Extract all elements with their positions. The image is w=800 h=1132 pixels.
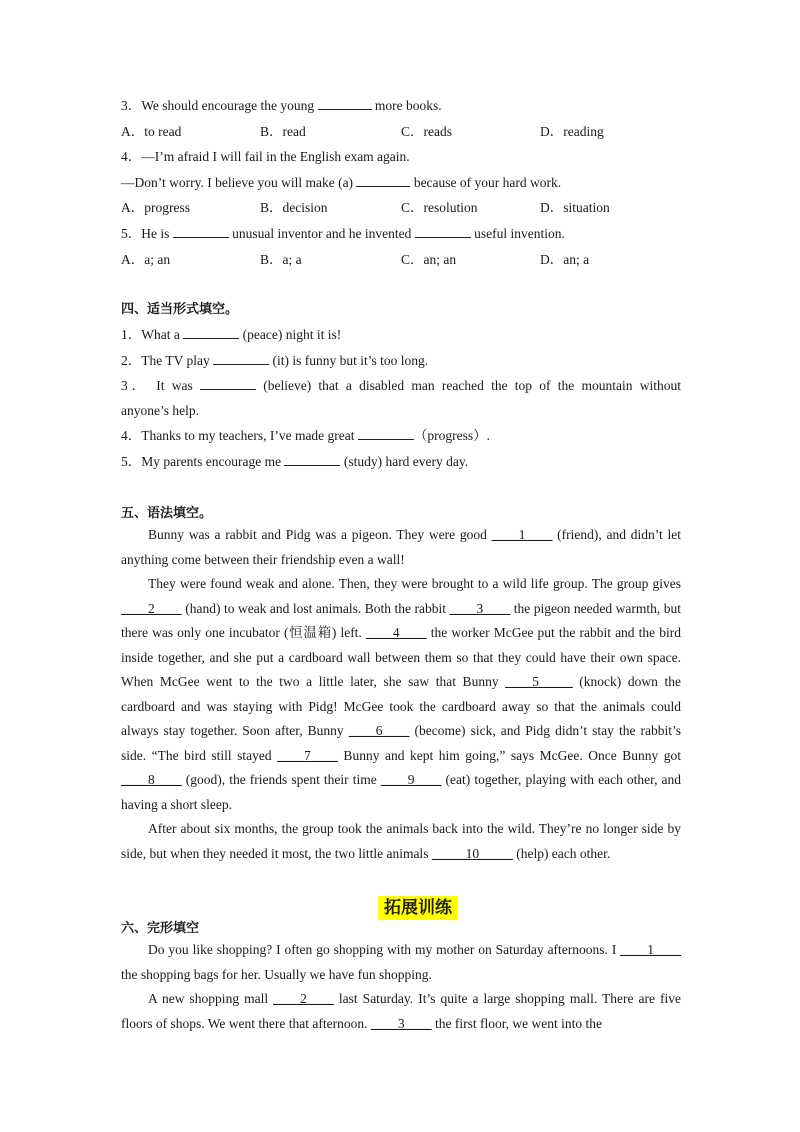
blank-1[interactable]: ____1____ xyxy=(491,527,553,542)
option-b[interactable]: B．read xyxy=(260,124,306,139)
answer-blank[interactable] xyxy=(284,453,340,466)
s4-item-3-continuation: anyone’s help. xyxy=(121,403,199,418)
answer-blank[interactable] xyxy=(356,174,410,187)
cloze-blank-1[interactable]: ____1____ xyxy=(620,942,681,957)
answer-blank[interactable] xyxy=(358,427,414,440)
question-5: 5．He is unusual inventor and he invented useful invention. xyxy=(121,226,565,241)
section-6-passage xyxy=(121,938,681,1036)
blank-4[interactable]: ____4____ xyxy=(365,625,427,640)
option-b[interactable]: B．a; a xyxy=(260,252,302,267)
passage-paragraph-3: After about six months, the group took the animals back into the wild. They’re no longer side by side, but when they needed it most, the two little animals _____10_____ (help) each other. xyxy=(121,821,681,861)
answer-blank[interactable] xyxy=(318,97,372,110)
answer-blank[interactable] xyxy=(183,326,239,339)
blank-8[interactable]: ____8____ xyxy=(121,772,182,787)
s4-item-2: 2．The TV play (it) is funny but it’s too long. xyxy=(121,353,429,368)
option-a[interactable]: A．to read xyxy=(121,124,182,139)
passage-paragraph-2: They were found weak and alone. Then, they were brought to a wild life group. The group gives ____2____ (hand) to weak and lost animals. Both the rabbit ____3____ the pigeon needed warmth, but there was only one incubator (恒温箱) left. ____4____ the worker McGee put the rabbit and the bird inside together, and she put a cardboard wall between them so that they could have their own space. When McGee went to the two a little later, she saw that Bunny ____5_____ (knock) down the cardboard and was staying with Pidg! McGee took the cardboard away so that the animals could always stay together. Soon after, Bunny ____6____ (become) sick, and Pidg didn’t stay the rabbit’s side. “The bird still stayed ____7____ Bunny and kept him going,” says McGee. Once Bunny got ____8____ (good), the friends spent their time ____9____ (eat) together, playing with each other, and having a short sleep. xyxy=(121,576,682,812)
answer-blank[interactable] xyxy=(415,225,471,238)
answer-blank[interactable] xyxy=(173,225,229,238)
option-b[interactable]: B．decision xyxy=(260,200,328,215)
option-a[interactable]: A．progress xyxy=(121,200,190,215)
blank-10[interactable]: _____10_____ xyxy=(431,845,513,861)
blank-6[interactable]: ____6____ xyxy=(348,723,410,738)
s4-item-5: 5．My parents encourage me (study) hard every day. xyxy=(121,454,469,469)
blank-9[interactable]: ____9____ xyxy=(380,772,442,787)
option-d[interactable]: D．reading xyxy=(540,124,604,139)
option-a[interactable]: A．a; an xyxy=(121,252,171,267)
passage-paragraph-1: Bunny was a rabbit and Pidg was a pigeon. They were good ____1____ (friend), and didn’t let anything come between their friendship even a wall! xyxy=(121,527,682,567)
s4-item-4: 4．Thanks to my teachers, I’ve made great （progress）. xyxy=(121,428,491,443)
section-5-passage xyxy=(121,523,681,866)
cloze-paragraph-2: A new shopping mall ____2____ last Saturday. It’s quite a large shopping mall. There are five floors of shops. We went there that afternoon. ____3____ the first floor, we went into the xyxy=(121,991,681,1031)
blank-2[interactable]: ____2____ xyxy=(121,600,182,616)
s4-item-1: 1．What a (peace) night it is! xyxy=(121,327,342,342)
section-5-heading: 五、语法填空。 xyxy=(121,506,213,521)
question-4: 4．—I’m afraid I will fail in the English exam again. xyxy=(121,149,410,164)
section-4-heading: 四、适当形式填空。 xyxy=(121,302,239,317)
option-c[interactable]: C．resolution xyxy=(401,200,478,215)
section-6-heading: 六、完形填空 xyxy=(121,921,200,936)
cloze-paragraph-1: Do you like shopping? I often go shopping with my mother on Saturday afternoons. I ____1____ the shopping bags for her. Usually we have fun shopping. xyxy=(121,942,681,982)
option-c[interactable]: C．reads xyxy=(401,124,452,139)
cloze-blank-2[interactable]: ____2____ xyxy=(273,991,334,1006)
option-d[interactable]: D．situation xyxy=(540,200,610,215)
option-c[interactable]: C．an; an xyxy=(401,252,457,267)
cloze-blank-3[interactable]: ____3____ xyxy=(370,1015,432,1031)
blank-5[interactable]: ____5_____ xyxy=(505,674,573,689)
blank-3[interactable]: ____3____ xyxy=(449,600,511,616)
question-4-line2: —Don’t worry. I believe you will make (a) because of your hard work. xyxy=(121,175,562,190)
option-d[interactable]: D．an; a xyxy=(540,252,590,267)
question-3: 3．We should encourage the young more books. xyxy=(121,98,442,113)
answer-blank[interactable] xyxy=(200,377,256,390)
extension-training-banner: 拓展训练 xyxy=(378,896,458,920)
answer-blank[interactable] xyxy=(213,352,269,365)
blank-7[interactable]: ____7____ xyxy=(277,747,338,763)
s4-item-3: 3． It was (believe) that a disabled man reached the top of the mountain without xyxy=(121,378,682,393)
